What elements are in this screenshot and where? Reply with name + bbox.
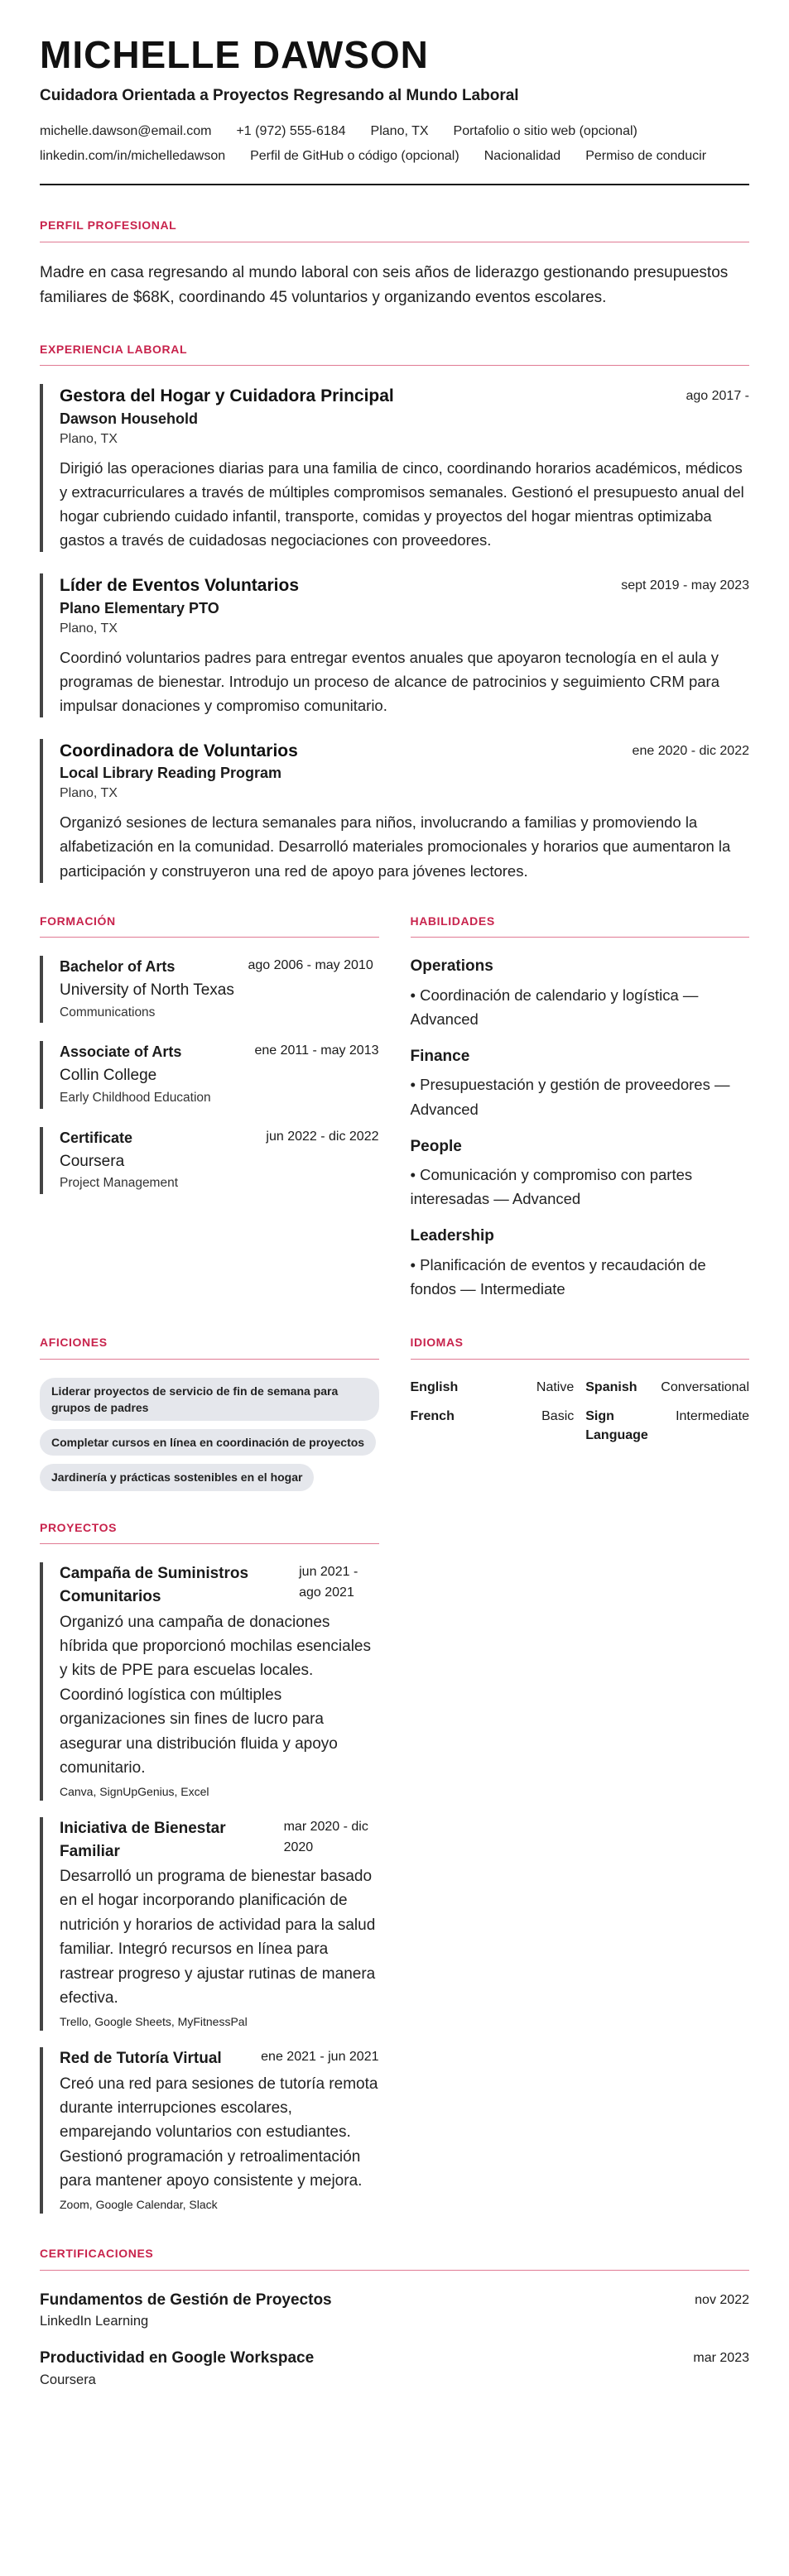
language-item <box>411 1407 575 1445</box>
certification-date: nov 2022 <box>695 2292 749 2307</box>
contact-linkedin[interactable]: linkedin.com/in/michelledawson <box>40 149 226 164</box>
school: Collin College <box>60 1067 157 1085</box>
project-tools: Trello, Google Sheets, MyFitnessPal <box>60 2014 248 2028</box>
skill-category: Leadership <box>410 1227 494 1245</box>
language-level: Intermediate <box>676 1408 749 1423</box>
section-title-skills: HABILIDADES <box>411 913 750 938</box>
education-section <box>40 883 379 1316</box>
project-date: ene 2021 - jun 2021 <box>261 2050 379 2065</box>
contact-phone[interactable]: +1 (972) 555-6184 <box>236 124 346 139</box>
skill-category: Operations <box>410 957 493 976</box>
section-title-certifications: CERTIFICACIONES <box>40 2245 749 2271</box>
job-date: sept 2019 - may 2023 <box>621 578 749 593</box>
job-title: Gestora del Hogar y Cuidadora Principal <box>60 386 394 406</box>
section-title-projects: PROYECTOS <box>40 1519 379 1545</box>
education-date: ago 2006 - may 2010 <box>248 958 373 973</box>
language-name: Sign Language <box>585 1408 648 1442</box>
job-description: Coordinó voluntarios padres para entregar eventos anuales que apoyaron tecnología en el aula y programas de bienestar. Introdujo un proceso de alcance de patrocinios y seguimiento CRM para impulsar donaciones y compromiso comunitario. <box>60 648 719 714</box>
degree: Associate of Arts <box>60 1043 182 1061</box>
contact-license: Permiso de conducir <box>585 149 707 164</box>
education-skills-row <box>40 883 749 1316</box>
contact-list <box>40 119 749 169</box>
certification-title: Fundamentos de Gestión de Proyectos <box>40 2291 332 2309</box>
language-item <box>585 1407 749 1445</box>
field-of-study: Communications <box>60 1005 156 1019</box>
language-grid <box>411 1378 750 1446</box>
projects-spacer <box>411 1499 750 2230</box>
skill-item: • Comunicación y compromiso con partes interesadas — Advanced <box>410 1166 693 1208</box>
contact-email[interactable]: michelle.dawson@email.com <box>40 124 212 139</box>
certification-title: Productividad en Google Workspace <box>40 2349 315 2367</box>
experience-section <box>40 341 749 883</box>
contact-nationality: Nacionalidad <box>484 149 561 164</box>
education-entry <box>40 1127 379 1194</box>
projects-row <box>40 1499 749 2230</box>
summary-section <box>40 217 749 310</box>
school: University of North Texas <box>60 981 234 1000</box>
project-title: Campaña de Suministros Comunitarios <box>60 1565 249 1605</box>
language-item <box>585 1378 749 1397</box>
language-level: Conversational <box>661 1379 749 1394</box>
employer: Local Library Reading Program <box>60 765 282 782</box>
certification-issuer: Coursera <box>40 2372 96 2387</box>
experience-entry <box>40 739 749 883</box>
project-entry <box>40 1817 379 2031</box>
education-date: jun 2022 - dic 2022 <box>266 1129 379 1144</box>
projects-section <box>40 1499 379 2230</box>
project-entry <box>40 2047 379 2214</box>
project-tools: Zoom, Google Calendar, Slack <box>60 2197 218 2211</box>
contact-portfolio[interactable]: Portafolio o sitio web (opcional) <box>453 124 637 139</box>
section-title-experience: EXPERIENCIA LABORAL <box>40 341 749 367</box>
education-entry <box>40 956 379 1023</box>
project-date: jun 2021 - ago 2021 <box>299 1565 358 1600</box>
certification-date: mar 2023 <box>693 2351 749 2366</box>
section-title-summary: PERFIL PROFESIONAL <box>40 217 749 242</box>
interest-pill: Liderar proyectos de servicio de fin de semana para grupos de padres <box>40 1378 379 1422</box>
certifications-section <box>40 2245 749 2390</box>
job-title: Líder de Eventos Voluntarios <box>60 576 299 596</box>
certification-issuer: LinkedIn Learning <box>40 2314 149 2329</box>
project-description: Creó una red para sesiones de tutoría remota durante interrupciones escolares, emparejando voluntarios con estudiantes. Gestionó programación y retroalimentación para mantener apoyo consistente y mejora. <box>60 2075 378 2190</box>
school: Coursera <box>60 1152 125 1170</box>
section-title-education: FORMACIÓN <box>40 913 379 938</box>
skill-group <box>411 1226 750 1301</box>
language-name: Spanish <box>585 1379 637 1394</box>
certification-entry <box>40 2347 749 2390</box>
summary-text: Madre en casa regresando al mundo laboral con seis años de liderazgo gestionando presupuestos familiares de $68K, coordinando 45 voluntarios y organizando eventos escolares. <box>40 264 729 307</box>
degree: Bachelor of Arts <box>60 958 176 976</box>
section-title-languages: IDIOMAS <box>411 1334 750 1360</box>
interest-pill: Completar cursos en línea en coordinación de proyectos <box>40 1429 376 1456</box>
field-of-study: Early Childhood Education <box>60 1090 211 1105</box>
interests-languages-row <box>40 1316 749 1499</box>
job-location: Plano, TX <box>60 432 118 447</box>
job-description: Dirigió las operaciones diarias para una familia de cinco, coordinando horarios académicos, médicos y extracurriculares a través de múltiples compromisos semanales. Gestionó el presupuesto anual del hogar cubriendo cuidado infantil, transporte, comidas y proyectos del hogar mientras optimizaba gastos a través de cuidadosas negociaciones con proveedores. <box>60 459 744 549</box>
language-item <box>411 1378 575 1397</box>
experience-entry <box>40 384 749 552</box>
language-level: Basic <box>541 1408 575 1423</box>
skill-item: • Coordinación de calendario y logística — Advanced <box>410 986 699 1028</box>
headline: Cuidadora Orientada a Proyectos Regresando al Mundo Laboral <box>40 86 519 104</box>
education-entry <box>40 1041 379 1108</box>
project-tools: Canva, SignUpGenius, Excel <box>60 1784 209 1798</box>
job-date: ene 2020 - dic 2022 <box>632 743 749 758</box>
language-level: Native <box>536 1379 575 1394</box>
section-title-interests: AFICIONES <box>40 1334 379 1360</box>
field-of-study: Project Management <box>60 1176 179 1191</box>
skill-item: • Presupuestación y gestión de proveedores — Advanced <box>410 1076 730 1118</box>
skill-category: People <box>410 1137 462 1155</box>
education-date: ene 2011 - may 2013 <box>254 1043 379 1058</box>
language-name: French <box>410 1408 455 1423</box>
job-location: Plano, TX <box>60 786 118 801</box>
interest-pill: Jardinería y prácticas sostenibles en el hogar <box>40 1464 314 1490</box>
skill-group <box>411 1136 750 1211</box>
project-title: Iniciativa de Bienestar Familiar <box>60 1819 226 1860</box>
header-divider <box>40 184 749 185</box>
candidate-name: MICHELLE DAWSON <box>40 33 429 76</box>
degree: Certificate <box>60 1129 133 1146</box>
project-description: Organizó una campaña de donaciones híbrida que proporcionó mochilas esenciales y kits de PPE para escuelas locales. Coordinó logística con múltiples organizaciones sin fines de lucro para asegurar una distribución fluida y apoyo comunitario. <box>60 1613 372 1777</box>
project-title: Red de Tutoría Virtual <box>60 2050 222 2068</box>
skill-item: • Planificación de eventos y recaudación de fondos — Intermediate <box>410 1255 706 1298</box>
skills-section <box>411 883 750 1316</box>
resume-header <box>40 33 749 185</box>
project-description: Desarrolló un programa de bienestar basado en el hogar incorporando planificación de nutrición y horarios de actividad para la salud familiar. Integró recursos en línea para rastrear progreso y ajustar rutinas de manera efectiva. <box>60 1868 376 2008</box>
skill-category: Finance <box>410 1047 470 1065</box>
contact-location: Plano, TX <box>370 124 429 139</box>
skill-group <box>411 956 750 1031</box>
employer: Dawson Household <box>60 410 199 427</box>
contact-github[interactable]: Perfil de GitHub o código (opcional) <box>250 149 459 164</box>
job-location: Plano, TX <box>60 621 118 636</box>
job-description: Organizó sesiones de lectura semanales para niños, involucrando a familias y promoviendo la alfabetización en la comunidad. Desarrolló materiales promocionales y horarios que aumentaron la participación y construyeron una red de apoyo para jóvenes lectores. <box>60 813 731 880</box>
experience-entry <box>40 573 749 717</box>
language-name: English <box>410 1379 459 1394</box>
skill-group <box>411 1046 750 1121</box>
interests-section <box>40 1316 379 1499</box>
languages-section <box>411 1316 750 1499</box>
job-title: Coordinadora de Voluntarios <box>60 741 298 760</box>
certification-entry <box>40 2289 749 2332</box>
job-date: ago 2017 - <box>686 389 749 404</box>
employer: Plano Elementary PTO <box>60 599 219 616</box>
project-entry <box>40 1562 379 1801</box>
project-date: mar 2020 - dic 2020 <box>283 1819 368 1854</box>
